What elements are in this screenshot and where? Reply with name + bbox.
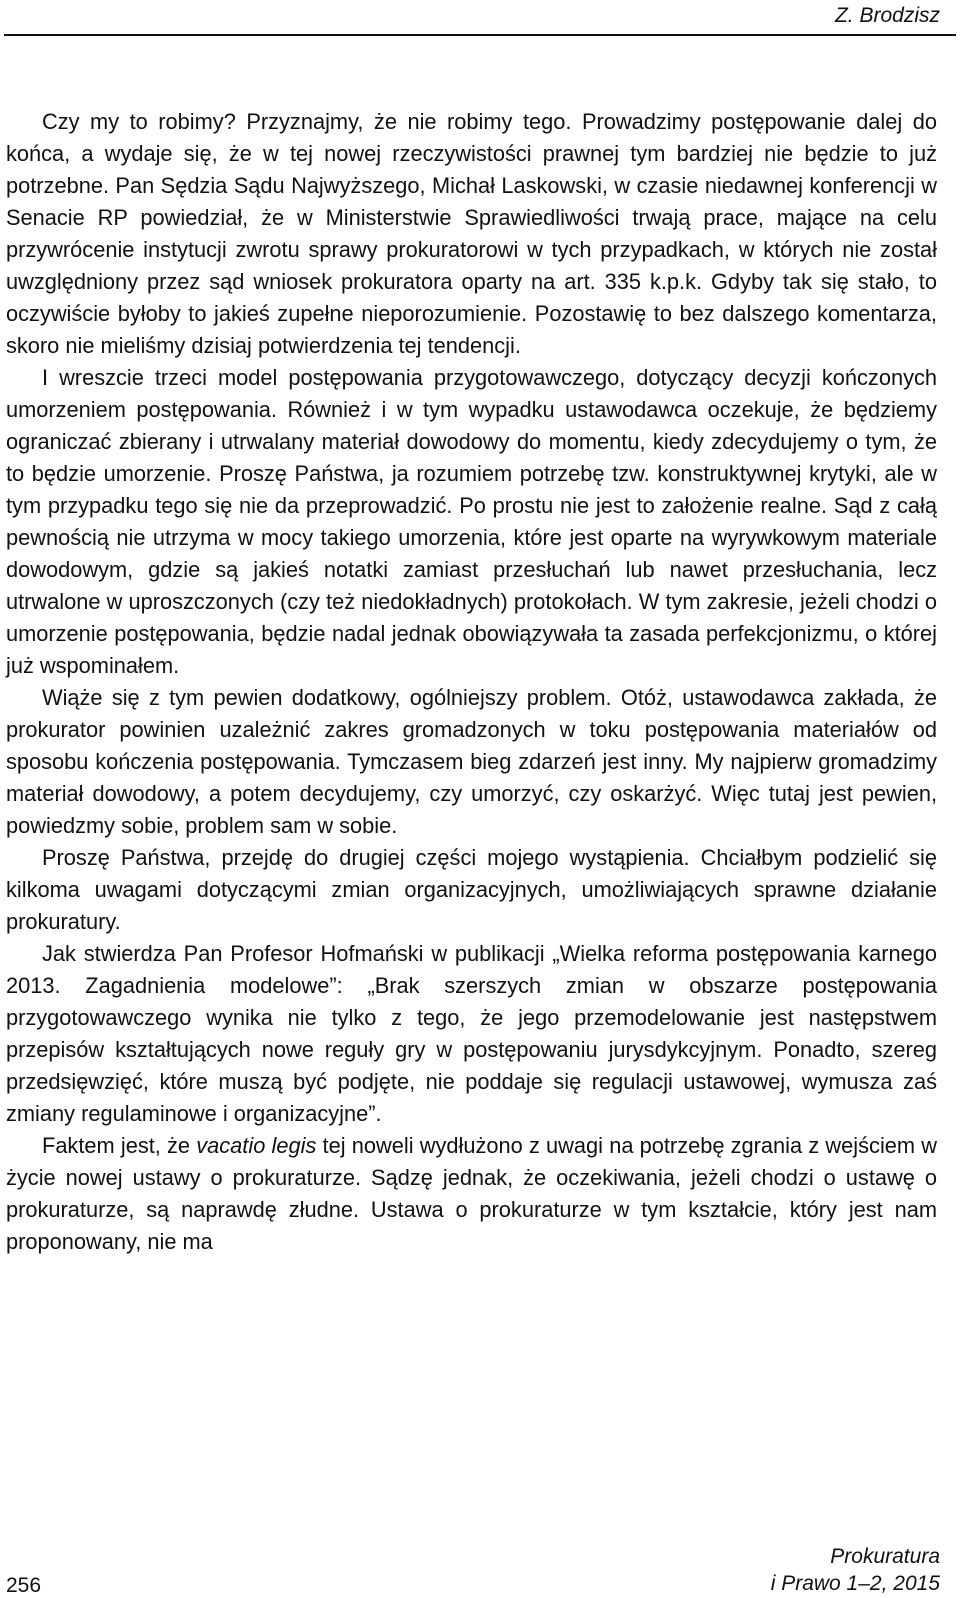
paragraph: I wreszcie trzeci model postępowania przygotowawczego, dotyczący decyzji kończonych umorzeniem postępowania. Również i w tym wypadku ustawodawca oczekuje, że będziemy ograniczać zbierany i utrwalany materiał dowodowy do momentu, kiedy zdecydujemy o tym, że to będzie umorzenie. Proszę Państwa, ja rozumiem potrzebę tzw. konstruktywnej krytyki, ale w tym przypadku tego się nie da przeprowadzić. Po prostu nie jest to założenie realne. Sąd z całą pewnością nie utrzyma w mocy takiego umorzenia, które jest oparte na wyrywkowym materiale dowodowym, gdzie są jakieś notatki zamiast przesłuchań lub nawet przesłuchania, lecz utrwalone w uproszczonych (czy też niedokładnych) protokołach. W tym zakresie, jeżeli chodzi o umorzenie postępowania, będzie nadal jednak obowiązywała ta zasada perfekcjonizmu, o której już wspominałem.	[6, 365, 937, 678]
paragraph: Jak stwierdza Pan Profesor Hofmański w publikacji „Wielka reforma postępowania karnego 2013. Zagadnienia modelowe”: „Brak szerszych zmian w obszarze postępowania przygotowawczego wynika nie tylko z tego, że jego przemodelowanie jest następstwem przepisów kształtujących nowe reguły gry w postępowaniu jurysdykcyjnym. Ponadto, szereg przedsięwzięć, które muszą być podjęte, nie poddaje się regulacji ustawowej, wymusza zaś zmiany regulaminowe i organizacyjne”.	[6, 941, 937, 1126]
paragraph: Proszę Państwa, przejdę do drugiej części mojego wystąpienia. Chciałbym podzielić się kilkoma uwagami dotyczącymi zmian organizacyjnych, umożliwiających sprawne działanie prokuratury.	[6, 845, 937, 934]
article-body	[6, 106, 937, 1258]
header-rule	[4, 34, 956, 36]
paragraph-text: tej noweli wydłużono z uwagi na potrzebę zgrania z wejściem w życie nowej ustawy o prokuraturze. Sądzę jednak, że oczekiwania, jeżeli chodzi o ustawę o prokuraturze, są naprawdę złudne. Ustawa o prokuraturze w tym kształcie, który jest nam proponowany, nie ma	[6, 1133, 937, 1254]
journal-title: Prokuratura	[830, 1545, 940, 1568]
paragraph: Czy my to robimy? Przyznajmy, że nie robimy tego. Prowadzimy postępowanie dalej do końca, a wydaje się, że w tej nowej rzeczywistości prawnej tym bardziej nie będzie to już potrzebne. Pan Sędzia Sądu Najwyższego, Michał Laskowski, w czasie niedawnej konferencji w Senacie RP powiedział, że w Ministerstwie Sprawiedliwości trwają prace, mające na celu przywrócenie instytucji zwrotu sprawy prokuratorowi w tych przypadkach, w których nie został uwzględniony przez sąd wniosek prokuratora oparty na art. 335 k.p.k. Gdyby tak się stało, to oczywiście byłoby to jakieś zupełne nieporozumienie. Pozostawię to bez dalszego komentarza, skoro nie mieliśmy dzisiaj potwierdzenia tej tendencji.	[6, 109, 937, 358]
italic-term: vacatio legis	[196, 1133, 317, 1158]
paragraph-last	[6, 1130, 937, 1258]
paragraph: Wiąże się z tym pewien dodatkowy, ogólniejszy problem. Otóż, ustawodawca zakłada, że prokurator powinien uzależnić zakres gromadzonych w toku postępowania materiałów od sposobu kończenia postępowania. Tymczasem bieg zdarzeń jest inny. My najpierw gromadzimy materiał dowodowy, a potem decydujemy, czy umorzyć, czy oskarżyć. Więc tutaj jest pewien, powiedzmy sobie, problem sam w sobie.	[6, 685, 937, 838]
paragraph-text: Faktem jest, że	[42, 1133, 197, 1158]
page-number: 256	[6, 1574, 42, 1597]
running-header-author: Z. Brodzisz	[834, 4, 940, 27]
journal-issue: i Prawo 1–2, 2015	[770, 1572, 940, 1595]
journal-footer	[771, 1543, 940, 1597]
